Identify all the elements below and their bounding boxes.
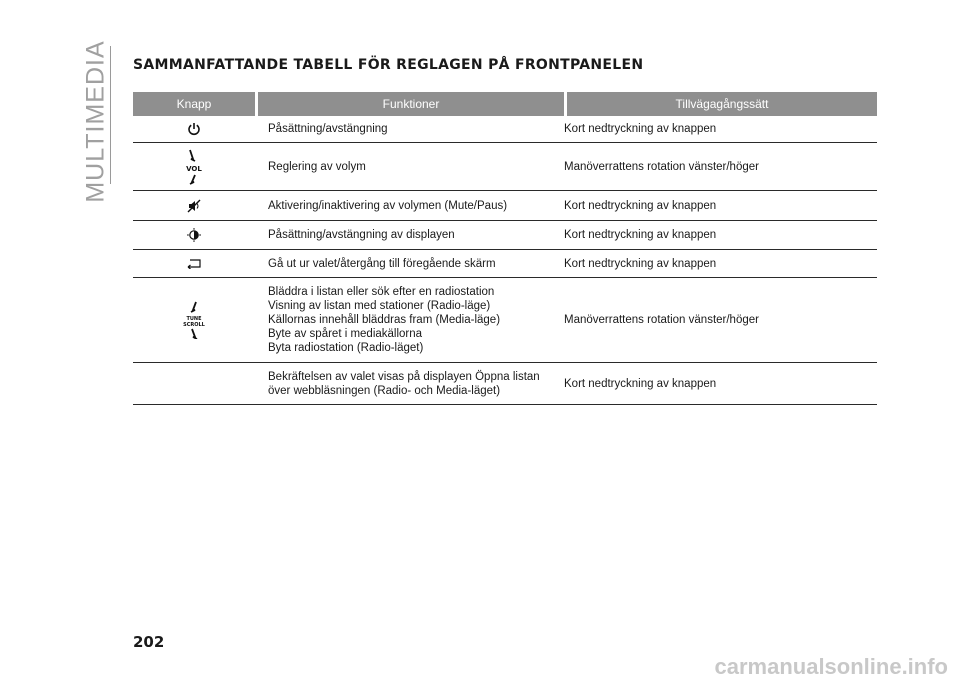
function-text: Bekräftelsen av valet visas på displayen Öppna listan	[268, 370, 540, 383]
table-header	[133, 92, 877, 116]
table-row	[133, 250, 877, 278]
function-cell	[255, 191, 564, 220]
function-cell	[255, 250, 564, 277]
button-cell	[133, 143, 255, 190]
method-text: Kort nedtryckning av knappen	[564, 199, 717, 212]
method-cell	[564, 278, 877, 362]
table-row	[133, 143, 877, 191]
function-text: Visning av listan med stationer (Radio-läge)	[268, 300, 491, 312]
section-label: MULTIMEDIA	[81, 39, 110, 203]
function-text: Påsättning/avstängning av displayen	[268, 229, 455, 241]
function-cell	[255, 221, 564, 249]
method-text: Kort nedtryckning av knappen	[564, 257, 717, 270]
back-icon	[186, 259, 202, 269]
function-text: Reglering av volym	[268, 160, 366, 173]
page-title: SAMMANFATTANDE TABELL FÖR REGLAGEN PÅ FRONTPANELEN	[133, 57, 644, 73]
button-cell	[133, 363, 255, 404]
method-cell	[564, 221, 877, 249]
function-cell	[255, 363, 564, 404]
function-text: Påsättning/avstängning	[268, 123, 388, 135]
table-row	[133, 116, 877, 143]
button-cell	[133, 250, 255, 277]
table-row	[133, 191, 877, 221]
function-cell	[255, 116, 564, 142]
function-text: över webbläsningen (Radio- och Media-läget)	[268, 384, 501, 397]
watermark: carmanualsonline.info	[714, 654, 948, 679]
method-cell	[564, 116, 877, 142]
function-text: Källornas innehåll bläddras fram (Media-läge)	[268, 314, 501, 326]
function-text: Aktivering/inaktivering av volymen (Mute/Paus)	[268, 199, 508, 212]
scroll-label: SCROLL	[183, 322, 205, 328]
method-cell	[564, 191, 877, 220]
vol-label: VOL	[186, 164, 202, 173]
method-text: Manöverrattens rotation vänster/höger	[564, 160, 759, 173]
method-cell	[564, 250, 877, 277]
function-text: Byta radiostation (Radio-läget)	[268, 342, 424, 354]
method-text: Kort nedtryckning av knappen	[564, 377, 717, 390]
section-divider	[110, 46, 111, 184]
header-tillvagagangssatt: Tillvägagångssätt	[567, 92, 877, 116]
vol-knob-icon	[182, 149, 206, 185]
table-row	[133, 221, 877, 250]
button-cell	[133, 221, 255, 249]
function-cell	[255, 143, 564, 190]
table-row	[133, 363, 877, 405]
page-number: 202	[133, 633, 165, 651]
mute-icon	[187, 199, 201, 213]
display-toggle-icon	[187, 228, 201, 242]
button-cell	[133, 116, 255, 142]
method-cell	[564, 363, 877, 404]
tune-label: TUNE	[186, 316, 202, 322]
function-text: Gå ut ur valet/återgång till föregående skärm	[268, 257, 496, 270]
method-text: Kort nedtryckning av knappen	[564, 123, 717, 135]
function-text: Byte av spåret i mediakällorna	[268, 328, 423, 340]
controls-table	[133, 92, 877, 405]
method-text: Manöverrattens rotation vänster/höger	[564, 314, 759, 326]
header-knapp: Knapp	[133, 92, 255, 116]
header-funktioner: Funktioner	[258, 92, 564, 116]
button-cell	[133, 191, 255, 220]
tune-scroll-knob-icon	[181, 301, 207, 339]
function-text: Bläddra i listan eller sök efter en radiostation	[268, 286, 495, 298]
function-cell	[255, 278, 564, 362]
power-icon	[187, 122, 201, 136]
table-row	[133, 278, 877, 363]
button-cell	[133, 278, 255, 362]
method-text: Kort nedtryckning av knappen	[564, 229, 717, 241]
method-cell	[564, 143, 877, 190]
